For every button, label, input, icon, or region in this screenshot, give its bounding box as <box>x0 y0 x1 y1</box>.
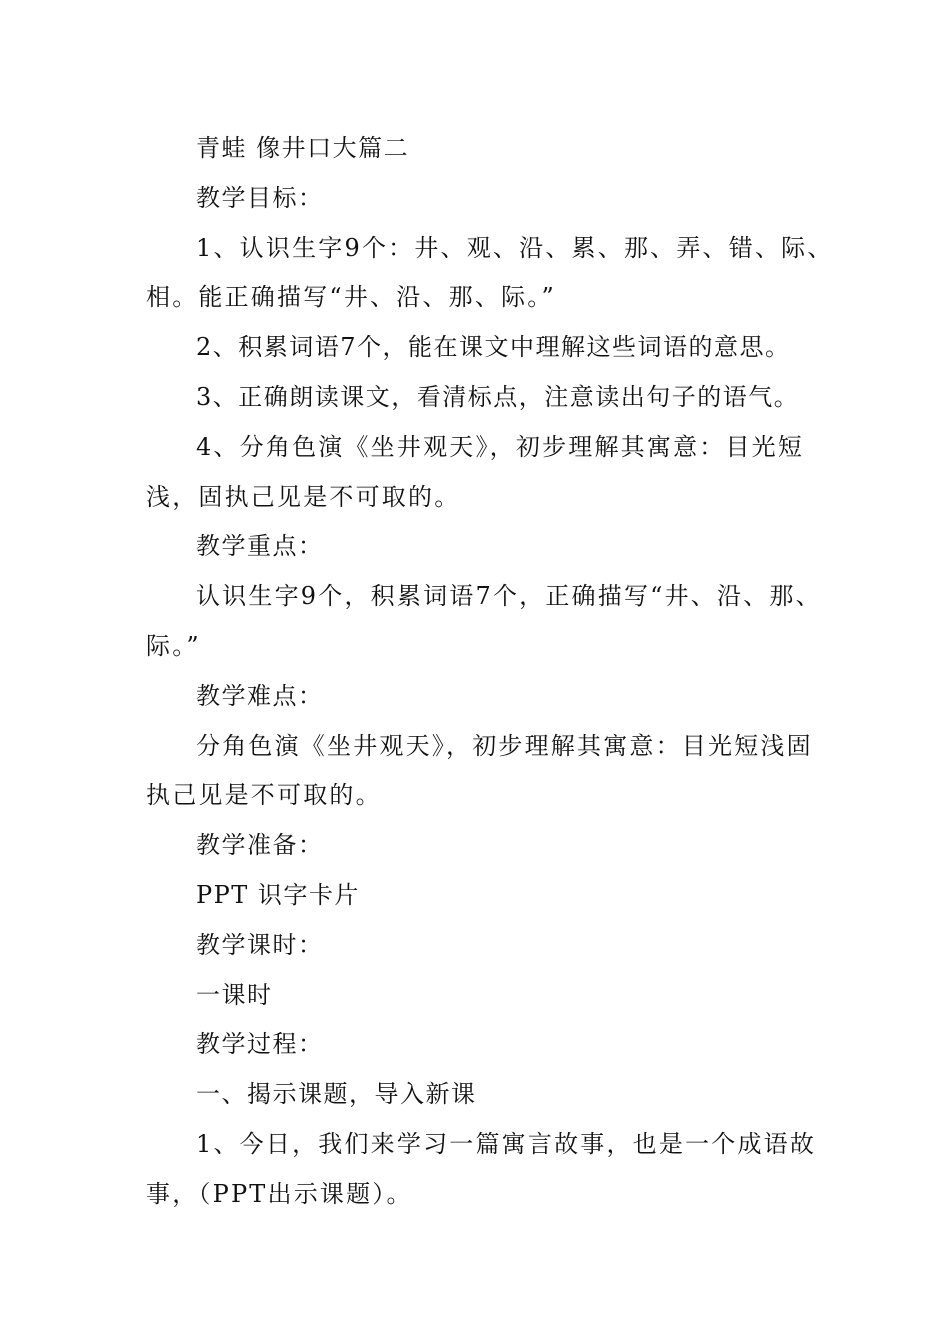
class-hours-text: 一课时 <box>196 980 273 1009</box>
key-points-text: 认识生字9个，积累词语7个，正确描写“井、沿、那、际。” <box>146 582 822 660</box>
difficulties-text: 分角色演《坐井观天》，初步理解其寓意：目光短浅固执己见是不可取的。 <box>146 731 813 810</box>
objective-item-1: 1、认识生字9个：井、观、沿、累、那、弄、错、际、相。能正确描写“井、沿、那、际。” <box>146 233 834 312</box>
document-body <box>146 124 836 1220</box>
preparation-text: PPT 识字卡片 <box>196 880 360 909</box>
process-step-heading: 一、揭示课题，导入新课 <box>196 1080 477 1109</box>
section-label-key-points: 教学重点： <box>196 532 324 561</box>
section-label-objectives: 教学目标： <box>196 183 324 212</box>
section-label-process: 教学过程： <box>196 1030 324 1059</box>
objective-item-4: 4、分角色演《坐井观天》，初步理解其寓意：目光短浅，固执己见是不可取的。 <box>146 432 805 511</box>
process-step-item-1: 1、今日，我们来学习一篇寓言故事，也是一个成语故事，（PPT出示课题）。 <box>146 1129 817 1208</box>
document-heading: 青蛙 像井口大篇二 <box>196 134 410 162</box>
objective-item-3: 3、正确朗读课文，看清标点，注意读出句子的语气。 <box>196 382 800 411</box>
section-label-class-hours: 教学课时： <box>196 930 324 959</box>
section-label-difficulties: 教学难点： <box>196 681 324 710</box>
section-label-preparation: 教学准备： <box>196 831 324 860</box>
objective-item-2: 2、积累词语7个，能在课文中理解这些词语的意思。 <box>196 333 791 362</box>
